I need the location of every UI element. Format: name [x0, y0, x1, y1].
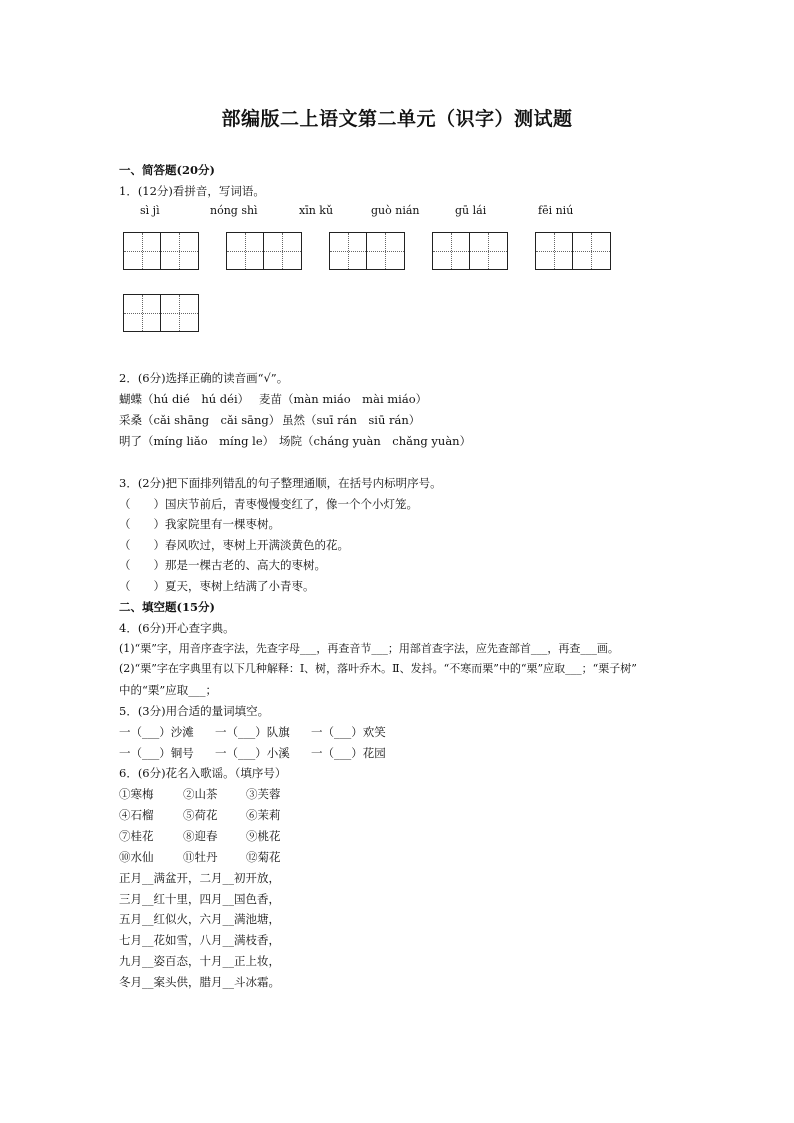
pronunciation-option[interactable]: 采桑（cǎi shāng cǎi sāng）	[119, 413, 281, 427]
page-title: 部编版二上语文第二单元（识字）测试题	[221, 108, 573, 130]
pronunciation-option[interactable]: 明了（míng liǎo míng le）	[119, 434, 275, 448]
pinyin-label: xīn kǔ	[299, 204, 334, 217]
sentence-order-item[interactable]: （ ）国庆节前后，青枣慢慢变红了，像一个个小灯笼。	[119, 497, 418, 511]
question-2-stem: 2．(6分)选择正确的读音画“√”。	[119, 371, 289, 385]
sentence-order-item[interactable]: （ ）春风吹过，枣树上开满淡黄色的花。	[119, 538, 349, 552]
pinyin-label: sì jì	[140, 204, 160, 217]
measure-word-blank[interactable]: 一（___）小溪	[215, 746, 290, 760]
sentence-order-item[interactable]: （ ）我家院里有一棵枣树。	[119, 517, 280, 531]
pinyin-label: gū lái	[455, 204, 487, 217]
question-4-stem: 4．(6分)开心查字典。	[119, 621, 235, 635]
writing-grid-box[interactable]	[535, 232, 611, 270]
question-6-stem: 6．(6分)花名入歌谣。（填序号）	[119, 766, 287, 780]
pinyin-label: nóng shì	[210, 204, 258, 217]
song-line[interactable]: 三月__红十里，四月__国色香，	[119, 892, 280, 906]
writing-grid-box[interactable]	[226, 232, 302, 270]
pronunciation-option[interactable]: 虽然（suī rán siū rán）	[282, 413, 421, 427]
sentence-order-item[interactable]: （ ）那是一棵古老的、高大的枣树。	[119, 558, 326, 572]
flower-option: ⑦桂花	[119, 829, 154, 843]
flower-option: ②山茶	[183, 787, 218, 801]
pinyin-label: fēi niú	[538, 204, 574, 217]
pronunciation-option[interactable]: 场院（cháng yuàn chǎng yuàn）	[279, 434, 472, 448]
song-line[interactable]: 冬月__案头供，腊月__斗冰霜。	[119, 975, 280, 989]
dictionary-question-line[interactable]: 中的“栗”应取___；	[119, 683, 218, 697]
song-line[interactable]: 七月__花如雪，八月__满枝香，	[119, 933, 280, 947]
section-heading-2: 二、填空题(15分)	[119, 600, 215, 614]
song-line[interactable]: 五月__红似火，六月__满池塘，	[119, 912, 280, 926]
measure-word-blank[interactable]: 一（___）沙滩	[119, 725, 194, 739]
flower-option: ⑫菊花	[246, 850, 281, 864]
flower-option: ①寒梅	[119, 787, 154, 801]
flower-option: ⑥茉莉	[246, 808, 281, 822]
measure-word-blank[interactable]: 一（___）队旗	[215, 725, 290, 739]
question-5-stem: 5．(3分)用合适的量词填空。	[119, 704, 270, 718]
section-heading-1: 一、简答题(20分)	[119, 163, 215, 177]
flower-option: ⑨桃花	[246, 829, 281, 843]
flower-option: ③芙蓉	[246, 787, 281, 801]
writing-grid-box[interactable]	[123, 232, 199, 270]
song-line[interactable]: 九月__姿百态，十月__正上妆，	[119, 954, 280, 968]
pronunciation-option[interactable]: 麦苗（màn miáo mài miáo）	[259, 392, 428, 406]
flower-option: ⑪牡丹	[183, 850, 218, 864]
flower-option: ④石榴	[119, 808, 154, 822]
flower-option: ⑧迎春	[183, 829, 218, 843]
flower-option: ⑩水仙	[119, 850, 154, 864]
pinyin-label: guò nián	[371, 204, 420, 217]
dictionary-question-line[interactable]: (2)“栗”字在字典里有以下几种解释：Ⅰ、树，落叶乔木。Ⅱ、发抖。“不寒而栗”中的“栗”应取___；“栗子树”	[119, 662, 637, 675]
dictionary-question-line[interactable]: (1)“栗”字，用音序查字法，先查字母___，再查音节___；用部首查字法，应先查部首___，再查___画。	[119, 642, 619, 655]
question-1-stem: 1．(12分)看拼音，写词语。	[119, 184, 265, 198]
pronunciation-option[interactable]: 蝴蝶（hú dié hú déi）	[119, 392, 250, 406]
flower-option: ⑤荷花	[183, 808, 218, 822]
song-line[interactable]: 正月__满盆开，二月__初开放，	[119, 871, 280, 885]
measure-word-blank[interactable]: 一（___）花园	[311, 746, 386, 760]
sentence-order-item[interactable]: （ ）夏天，枣树上结满了小青枣。	[119, 579, 315, 593]
writing-grid-box[interactable]	[123, 294, 199, 332]
measure-word-blank[interactable]: 一（___）欢笑	[311, 725, 386, 739]
writing-grid-box[interactable]	[432, 232, 508, 270]
question-3-stem: 3．(2分)把下面排列错乱的句子整理通顺，在括号内标明序号。	[119, 476, 442, 490]
writing-grid-box[interactable]	[329, 232, 405, 270]
measure-word-blank[interactable]: 一（___）铜号	[119, 746, 194, 760]
